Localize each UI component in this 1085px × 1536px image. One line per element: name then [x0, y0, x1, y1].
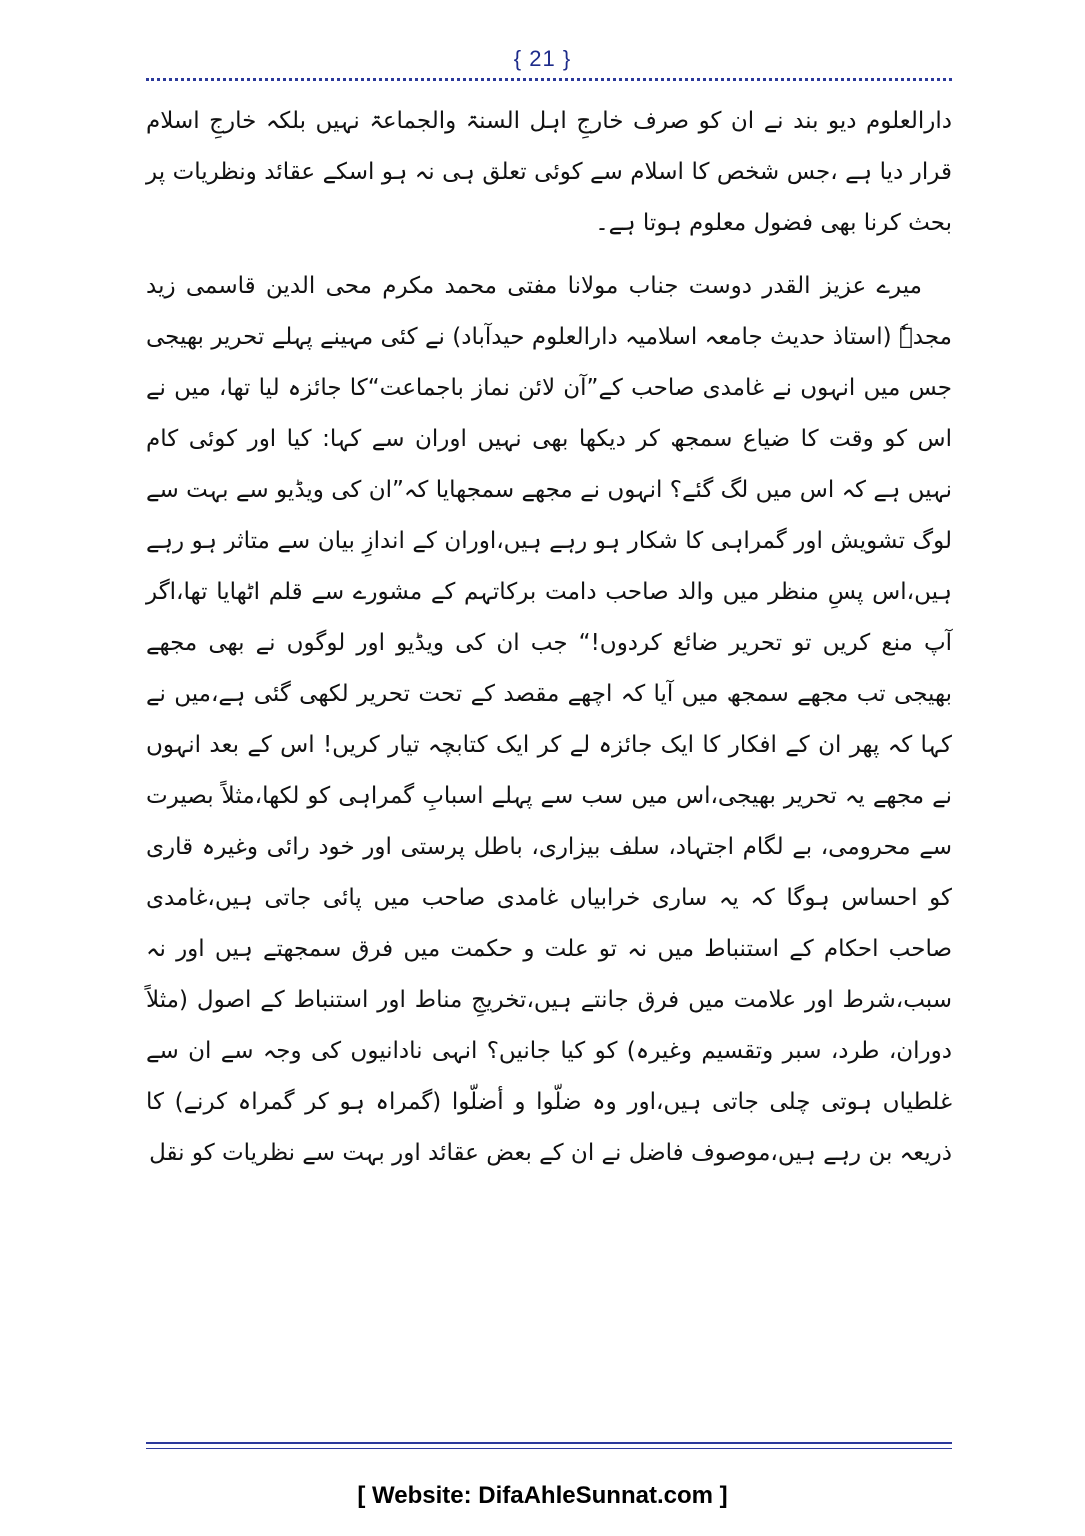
- header-dotted-rule: [146, 78, 952, 81]
- page-number: { 21 }: [513, 46, 572, 71]
- body-text: [146, 96, 952, 1179]
- footer-rule-thick: [146, 1442, 952, 1444]
- paragraph-1: دارالعلوم دیو بند نے ان کو صرف خارجِ اہل السنۃ والجماعۃ نہیں بلکہ خارجِ اسلام قرار دیا ہے ،جس شخص کا اسلام سے کوئی تعلق ہی نہ ہو اسکے عقائد ونظریات پر بحث کرنا بھی فضول معلوم ہوتا ہے۔: [146, 108, 952, 236]
- website-footer: [ Website: DifaAhleSunnat.com ]: [357, 1482, 728, 1509]
- footer-rule-thin: [146, 1448, 952, 1449]
- paragraph-2: میرے عزیز القدر دوست جناب مولانا مفتی محمد مکرم محی الدین قاسمی زید مجدہٗ (استاذ حدیث جامعہ اسلامیہ دارالعلوم حیدآباد) نے کئی مہینے پہلے تحریر بھیجی جس میں انہوں نے غامدی صاحب کے”آن لائن نماز باجماعت“کا جائزہ لیا تھا، میں نے اس کو وقت کا ضیاع سمجھ کر دیکھا بھی نہیں اوران سے کہا: کیا اور کوئی کام نہیں ہے کہ اس میں لگ گئے؟ انہوں نے مجھے سمجھایا کہ”ان کی ویڈیو سے بہت سے لوگ تشویش اور گمراہی کا شکار ہو رہے ہیں،اوران کے اندازِ بیان سے متاثر ہو رہے ہیں،اس پسِ منظر میں والد صاحب دامت برکاتہم کے مشورے سے قلم اٹھایا تھا،اگر آپ منع کریں تو تحریر ضائع کردوں!“ جب ان کی ویڈیو اور لوگوں نے بھی مجھے بھیجی تب مجھے سمجھ میں آیا کہ اچھے مقصد کے تحت تحریر لکھی گئی ہے،میں نے کہا کہ پھر ان کے افکار کا ایک جائزہ لے کر ایک کتابچہ تیار کریں! اس کے بعد انہوں نے مجھے یہ تحریر بھیجی،اس میں سب سے پہلے اسبابِ گمراہی کو لکھا،مثلاً بصیرت سے محرومی، بے لگام اجتہاد، سلف بیزاری، باطل پرستی اور خود رائی وغیرہ قاری کو احساس ہوگا کہ یہ ساری خرابیاں غامدی صاحب میں پائی جاتی ہیں،غامدی صاحب احکام کے استنباط میں نہ تو علت و حکمت میں فرق سمجھتے ہیں اور نہ سبب،شرط اور علامت میں فرق جانتے ہیں،تخریجِ مناط اور استنباط کے اصول (مثلاً دوران، طرد، سبر وتقسیم وغیرہ) کو کیا جانیں؟ انہی نادانیوں کی وجہ سے ان سے غلطیاں ہوتی چلی جاتی ہیں،اور وہ ضلّوا و أضلّوا (گمراہ ہو کر گمراہ کرنے) کا ذریعہ بن رہے ہیں،موصوف فاضل نے ان کے بعض عقائد اور بہت سے نظریات کو نقل: [146, 273, 953, 1166]
